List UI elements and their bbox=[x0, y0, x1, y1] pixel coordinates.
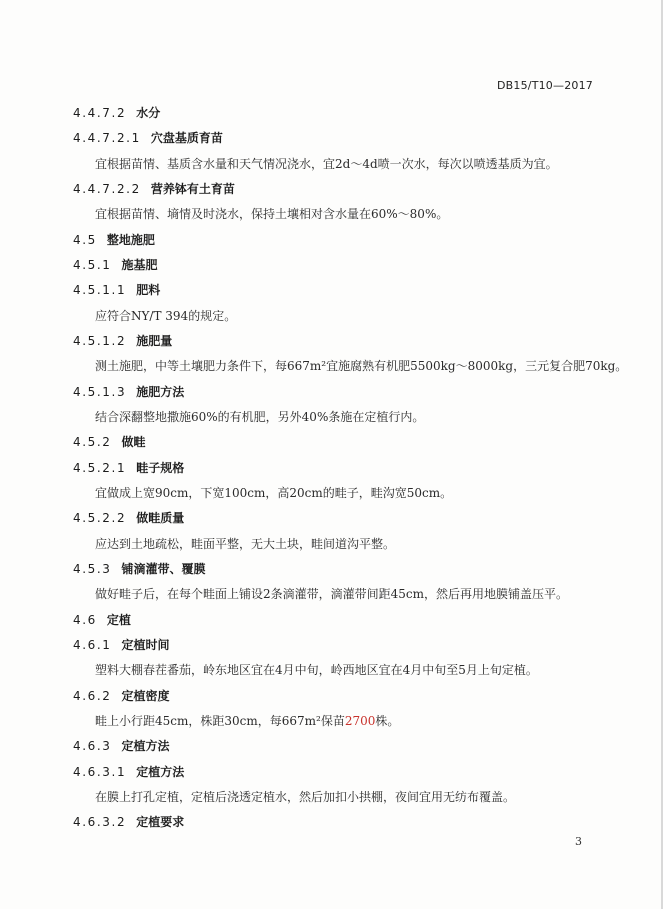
section-heading bbox=[73, 765, 184, 779]
section-number: 4.5.2.1 bbox=[73, 461, 127, 475]
page-number: 3 bbox=[575, 835, 582, 848]
paragraph: 塑料大棚春茬番茄，岭东地区宜在4月中旬，岭西地区宜在4月中旬至5月上旬定植。 bbox=[95, 663, 538, 677]
paragraph-text-after: 株。 bbox=[375, 714, 400, 728]
section-number: 4.5.2 bbox=[73, 435, 112, 449]
paragraph: 宜根据苗情、基质含水量和天气情况浇水，宜2d～4d喷一次水，每次以喷透基质为宜。 bbox=[95, 157, 558, 171]
section-title: 穴盘基质育苗 bbox=[150, 131, 223, 145]
section-title: 施肥方法 bbox=[136, 385, 185, 399]
section-number: 4.5 bbox=[73, 233, 97, 247]
section-title: 铺滴灌带、覆膜 bbox=[121, 562, 206, 576]
paragraph: 结合深翻整地撒施60%的有机肥，另外40%条施在定植行内。 bbox=[95, 410, 425, 424]
section-number: 4.6.3 bbox=[73, 739, 112, 753]
section-heading bbox=[73, 334, 172, 348]
section-heading bbox=[73, 638, 170, 652]
section-title: 定植方法 bbox=[136, 765, 185, 779]
section-title: 定植要求 bbox=[136, 815, 185, 829]
section-number: 4.6.3.1 bbox=[73, 765, 127, 779]
section-title: 畦子规格 bbox=[136, 461, 185, 475]
section-number: 4.6.1 bbox=[73, 638, 112, 652]
section-number: 4.5.1.2 bbox=[73, 334, 127, 348]
paragraph: 应达到土地疏松，畦面平整，无大土块，畦间道沟平整。 bbox=[95, 537, 396, 551]
section-number: 4.4.7.2 bbox=[73, 106, 127, 120]
section-title: 定植方法 bbox=[121, 739, 170, 753]
section-heading bbox=[73, 106, 160, 120]
section-number: 4.4.7.2.1 bbox=[73, 131, 141, 145]
section-number: 4.5.1.3 bbox=[73, 385, 127, 399]
section-title: 施肥量 bbox=[136, 334, 173, 348]
paragraph: 宜根据苗情、墒情及时浇水，保持土壤相对含水量在60%～80%。 bbox=[95, 207, 449, 221]
section-title: 肥料 bbox=[136, 283, 161, 297]
paragraph bbox=[95, 714, 399, 728]
section-heading bbox=[73, 131, 223, 145]
section-heading bbox=[73, 385, 184, 399]
paragraph: 在膜上打孔定植，定植后浇透定植水，然后加扣小拱棚，夜间宜用无纺布覆盖。 bbox=[95, 790, 516, 804]
section-heading bbox=[73, 461, 184, 475]
section-title: 定植 bbox=[106, 613, 131, 627]
section-heading bbox=[73, 815, 184, 829]
section-heading bbox=[73, 613, 131, 627]
section-number: 4.5.2.2 bbox=[73, 511, 127, 525]
section-heading bbox=[73, 258, 158, 272]
section-title: 水分 bbox=[136, 106, 161, 120]
section-number: 4.5.1 bbox=[73, 258, 112, 272]
section-title: 定植时间 bbox=[121, 638, 170, 652]
section-number: 4.4.7.2.2 bbox=[73, 182, 141, 196]
section-title: 做畦质量 bbox=[136, 511, 185, 525]
section-title: 营养钵有土育苗 bbox=[150, 182, 235, 196]
section-number: 4.5.3 bbox=[73, 562, 112, 576]
section-number: 4.5.1.1 bbox=[73, 283, 127, 297]
doc-code: DB15/T10—2017 bbox=[496, 79, 593, 92]
section-heading bbox=[73, 511, 184, 525]
section-title: 施基肥 bbox=[121, 258, 158, 272]
section-heading bbox=[73, 283, 160, 297]
section-title: 整地施肥 bbox=[106, 233, 155, 247]
section-number: 4.6 bbox=[73, 613, 97, 627]
highlighted-number: 2700 bbox=[344, 714, 376, 728]
section-title: 定植密度 bbox=[121, 689, 170, 703]
paragraph: 应符合NY/T 394的规定。 bbox=[95, 309, 237, 323]
section-number: 4.6.2 bbox=[73, 689, 112, 703]
section-heading bbox=[73, 562, 206, 576]
section-heading bbox=[73, 233, 155, 247]
section-heading bbox=[73, 689, 170, 703]
paragraph-text: 畦上小行距45cm，株距30cm，每667m²保苗 bbox=[95, 714, 345, 728]
section-heading bbox=[73, 182, 235, 196]
section-heading bbox=[73, 739, 170, 753]
paragraph: 做好畦子后，在每个畦面上铺设2条滴灌带，滴灌带间距45cm，然后再用地膜铺盖压平。 bbox=[95, 587, 569, 601]
paragraph: 宜做成上宽90cm，下宽100cm，高20cm的畦子，畦沟宽50cm。 bbox=[95, 486, 453, 500]
section-number: 4.6.3.2 bbox=[73, 815, 127, 829]
paragraph: 测土施肥，中等土壤肥力条件下，每667m²宜施腐熟有机肥5500kg～8000kg，三元复合肥70kg。 bbox=[95, 359, 628, 373]
section-heading bbox=[73, 435, 146, 449]
section-title: 做畦 bbox=[121, 435, 146, 449]
